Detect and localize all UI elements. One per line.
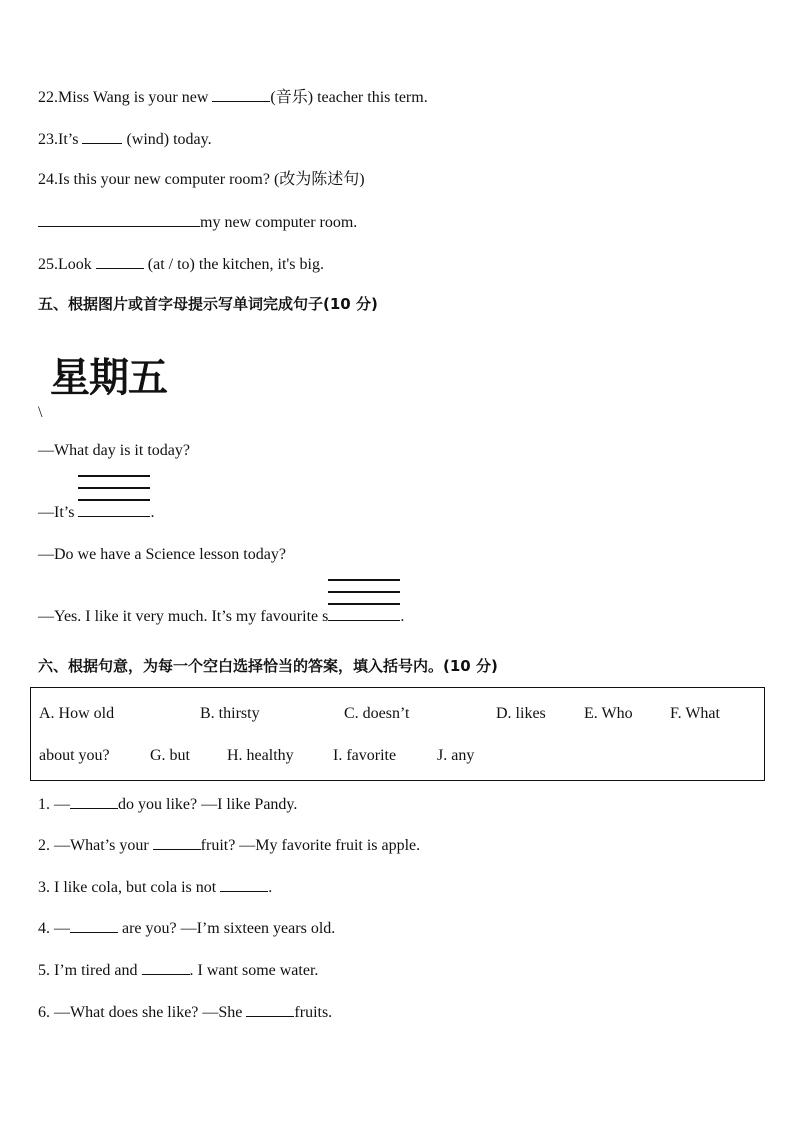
s6-question-2 bbox=[38, 835, 420, 856]
s6q3-post: . bbox=[268, 879, 273, 896]
option-i: I. favorite bbox=[333, 747, 397, 764]
q24-prefix: 24.Is this your new computer room? (改为陈述句) bbox=[38, 171, 365, 188]
question-25 bbox=[38, 254, 324, 275]
s6q6-pre: 6. —What does she like? —She bbox=[38, 1004, 247, 1021]
q25-blank[interactable] bbox=[96, 254, 144, 269]
q24-answer-suffix: my new computer room. bbox=[200, 214, 358, 231]
a1-prefix: —It’s bbox=[38, 504, 79, 521]
option-g: G. but bbox=[150, 747, 190, 764]
q23-blank[interactable] bbox=[82, 129, 122, 144]
s6q2-blank[interactable] bbox=[153, 835, 201, 850]
q23-hint: (wind) today. bbox=[122, 131, 212, 148]
s6-question-1 bbox=[38, 794, 297, 815]
option-a: A. How old bbox=[39, 705, 115, 722]
section5-heading: 五、根据图片或首字母提示写单词完成句子(10 分) bbox=[38, 295, 378, 313]
s6q4-pre: 4. — bbox=[38, 920, 70, 937]
s6q5-blank[interactable] bbox=[142, 960, 190, 975]
option-e: E. Who bbox=[584, 705, 633, 722]
s6-question-4 bbox=[38, 918, 335, 939]
q22-blank[interactable] bbox=[212, 87, 270, 102]
s6-question-6 bbox=[38, 1002, 332, 1023]
s6q1-blank[interactable] bbox=[70, 794, 118, 809]
a2-suffix: . bbox=[400, 608, 405, 625]
s5-answer-1 bbox=[38, 503, 154, 523]
q22-prefix: 22.Miss Wang is your new bbox=[38, 89, 213, 106]
q24-blank[interactable] bbox=[38, 212, 200, 227]
a2-prefix: —Yes. I like it very much. It’s my favourite s bbox=[38, 608, 329, 625]
stray-mark: \ bbox=[38, 404, 43, 421]
question-22 bbox=[38, 87, 428, 108]
question-24 bbox=[38, 170, 365, 190]
a1-suffix: . bbox=[150, 504, 155, 521]
q22-hint: (音乐) teacher this term. bbox=[270, 89, 428, 106]
option-f: F. What bbox=[670, 705, 720, 722]
s6q4-blank[interactable] bbox=[70, 918, 118, 933]
s5-question-1: —What day is it today? bbox=[38, 442, 190, 459]
option-c: C. doesn’t bbox=[344, 705, 410, 722]
option-b: B. thirsty bbox=[200, 705, 260, 722]
s6q6-post: fruits. bbox=[294, 1004, 333, 1021]
question-23 bbox=[38, 129, 212, 150]
s6q1-pre: 1. — bbox=[38, 796, 70, 813]
s6q5-pre: 5. I’m tired and bbox=[38, 962, 142, 979]
s6q4-post: are you? —I’m sixteen years old. bbox=[118, 920, 336, 937]
weekday-picture bbox=[50, 346, 190, 401]
a1-answer-lines[interactable] bbox=[78, 503, 150, 517]
s6q3-blank[interactable] bbox=[220, 877, 268, 892]
q25-hint: (at / to) the kitchen, it's big. bbox=[143, 256, 324, 273]
s5-answer-2 bbox=[38, 607, 404, 627]
option-j: J. any bbox=[437, 747, 475, 764]
picture-text: 星期五 bbox=[50, 355, 167, 401]
s6q3-pre: 3. I like cola, but cola is not bbox=[38, 879, 221, 896]
s6-question-3 bbox=[38, 877, 272, 898]
section6-heading: 六、根据句意，为每一个空白选择恰当的答案，填入括号内。(10 分) bbox=[38, 657, 498, 675]
s5-question-2: —Do we have a Science lesson today? bbox=[38, 546, 286, 563]
q25-prefix: 25.Look bbox=[38, 256, 96, 273]
s6q6-blank[interactable] bbox=[246, 1002, 294, 1017]
s6q2-pre: 2. —What’s your bbox=[38, 837, 153, 854]
q23-prefix: 23.It’s bbox=[38, 131, 83, 148]
option-d: D. likes bbox=[496, 705, 546, 722]
option-f-cont: about you? bbox=[39, 747, 110, 764]
s6q5-post: . I want some water. bbox=[189, 962, 319, 979]
options-box bbox=[30, 687, 765, 781]
s6q1-post: do you like? —I like Pandy. bbox=[118, 796, 298, 813]
question-24-answer bbox=[38, 212, 357, 233]
s6-question-5 bbox=[38, 960, 318, 981]
a2-answer-lines[interactable] bbox=[328, 607, 400, 621]
option-h: H. healthy bbox=[227, 747, 294, 764]
s6q2-post: fruit? —My favorite fruit is apple. bbox=[200, 837, 421, 854]
